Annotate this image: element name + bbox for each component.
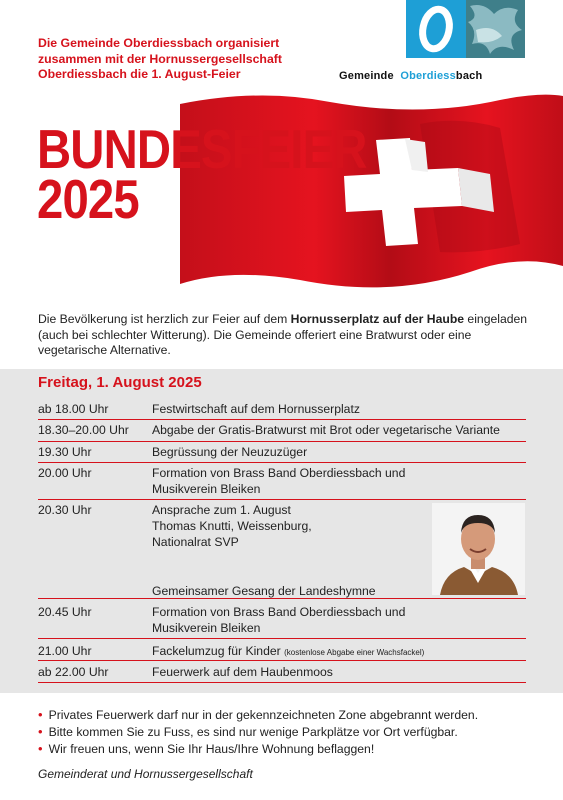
row-divider xyxy=(38,499,526,500)
row-divider xyxy=(38,638,526,639)
intro-line: Die Gemeinde Oberdiessbach organisiert xyxy=(38,36,280,50)
schedule-desc xyxy=(152,643,526,661)
title-line-2: 2025 xyxy=(37,168,139,230)
row-divider xyxy=(38,598,526,599)
schedule-desc: Festwirtschaft auf dem Hornusserplatz xyxy=(152,402,360,416)
schedule-desc-line: Musikverein Bleiken xyxy=(152,621,261,635)
invitation-text-end: eingeladen (auch bei schlechter Witterung). Die Gemeinde offeriert eine Bratwurst oder eine vegetarische Alternative. xyxy=(38,312,528,357)
schedule-desc: Begrüssung der Neuzuzüger xyxy=(152,445,308,459)
schedule-time: ab 22.00 Uhr xyxy=(38,665,109,679)
schedule-time: 20.30 Uhr xyxy=(38,503,92,517)
signature: Gemeinderat und Hornussergesellschaft xyxy=(38,767,253,781)
schedule-desc-main: Fackelumzug für Kinder xyxy=(152,644,281,658)
intro-line: zusammen mit der Hornussergesellschaft xyxy=(38,51,282,66)
schedule-desc-line: Formation von Brass Band Oberdiessbach und xyxy=(152,605,406,619)
bullet-icon: • xyxy=(38,740,43,756)
schedule-desc-note: (kostenlose Abgabe einer Wachsfackel) xyxy=(284,648,425,657)
schedule-time: 20.45 Uhr xyxy=(38,605,92,619)
list-item-text: Privates Feuerwerk darf nur in der gekennzeichneten Zone abgebrannt werden. xyxy=(48,708,479,722)
schedule-desc: Abgabe der Gratis-Bratwurst mit Brot oder vegetarische Variante xyxy=(152,423,500,437)
invitation-text xyxy=(38,312,543,359)
schedule-time: 19.30 Uhr xyxy=(38,445,92,459)
intro-line: Oberdiessbach die 1. August-Feier xyxy=(38,67,241,81)
schedule-desc: Feuerwerk auf dem Haubenmoos xyxy=(152,665,333,679)
schedule-desc-line: Formation von Brass Band Oberdiessbach und xyxy=(152,466,406,480)
gemeinde-label: Gemeinde xyxy=(339,70,394,82)
schedule-desc-line: Musikverein Bleiken xyxy=(152,482,261,496)
gemeinde-name-part1: Oberdiess xyxy=(400,70,456,82)
schedule-day-heading: Freitag, 1. August 2025 xyxy=(38,374,202,391)
speaker-title: Nationalrat SVP xyxy=(152,535,239,549)
schedule-time: ab 18.00 Uhr xyxy=(38,402,109,416)
list-item xyxy=(38,741,543,758)
speaker-photo xyxy=(432,503,525,595)
list-item-text: Bitte kommen Sie zu Fuss, es sind nur wenige Parkplätze vor Ort verfügbar. xyxy=(48,724,458,739)
gemeinde-logo xyxy=(406,0,525,58)
gemeinde-name-part2: bach xyxy=(455,70,483,82)
notes-list xyxy=(38,707,543,757)
bullet-icon: • xyxy=(38,723,43,739)
row-divider xyxy=(38,462,526,463)
schedule-time: 18.30–20.00 Uhr xyxy=(38,423,129,437)
schedule-desc xyxy=(152,465,526,497)
row-divider xyxy=(38,419,526,420)
intro-text xyxy=(38,36,338,83)
row-divider xyxy=(38,441,526,442)
list-item-text: Wir freuen uns, wenn Sie Ihr Haus/Ihre Wohnung beflaggen! xyxy=(48,741,375,756)
list-item xyxy=(38,724,543,741)
gemeinde-name xyxy=(339,70,482,82)
schedule-time: 21.00 Uhr xyxy=(38,644,92,658)
speaker-name: Thomas Knutti, Weissenburg, xyxy=(152,519,312,533)
schedule-desc: Gemeinsamer Gesang der Landeshymne xyxy=(152,584,376,598)
page-title xyxy=(37,118,367,230)
invitation-text-start: Die Bevölkerung ist herzlich zur Feier auf dem xyxy=(38,312,291,326)
bullet-icon: • xyxy=(38,707,43,722)
schedule-time: 20.00 Uhr xyxy=(38,466,92,480)
row-divider xyxy=(38,682,526,683)
invitation-venue: Hornusserplatz auf der Haube xyxy=(290,312,465,326)
schedule-desc xyxy=(152,604,526,636)
row-divider xyxy=(38,660,526,661)
list-item xyxy=(38,707,543,724)
schedule-desc-line: Ansprache zum 1. August xyxy=(152,503,291,517)
title-line-1: BUNDESFEIER xyxy=(37,118,367,180)
